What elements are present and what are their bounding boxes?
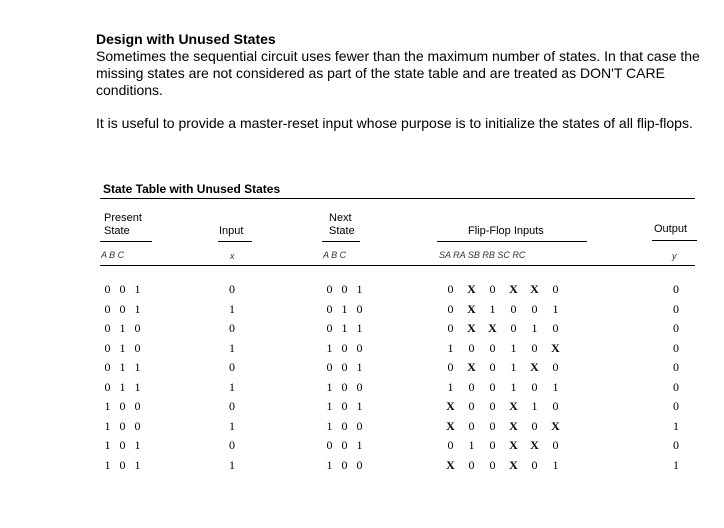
flipflop-value: 1 xyxy=(468,438,475,452)
present-bit: 1 xyxy=(104,438,111,452)
underline-input xyxy=(218,241,252,242)
row-next-state xyxy=(322,419,377,434)
flipflop-value: 1 xyxy=(510,360,517,374)
row-flipflop-inputs xyxy=(440,341,585,356)
flipflop-value: 0 xyxy=(468,341,475,355)
next-bit: 0 xyxy=(341,399,348,413)
next-bit: 1 xyxy=(326,399,333,413)
next-bit: 1 xyxy=(326,380,333,394)
present-bit: 1 xyxy=(119,380,126,394)
row-flipflop-inputs xyxy=(440,282,585,297)
row-present-state xyxy=(100,341,155,356)
flipflop-value: 0 xyxy=(468,458,475,472)
present-bit: 1 xyxy=(119,321,126,335)
flipflop-value: 0 xyxy=(552,438,559,452)
flipflop-value: X xyxy=(509,458,518,472)
next-bit: 0 xyxy=(326,360,333,374)
row-next-state xyxy=(322,321,377,336)
flipflop-value: 1 xyxy=(510,341,517,355)
present-bit: 0 xyxy=(104,360,111,374)
row-present-state xyxy=(100,399,155,414)
flipflop-value: 0 xyxy=(531,419,538,433)
row-input-x: 0 xyxy=(229,282,235,296)
flipflop-value: 0 xyxy=(510,321,517,335)
next-bit: 1 xyxy=(326,458,333,472)
header-next-state: Next State xyxy=(329,212,355,237)
flipflop-value: 0 xyxy=(447,321,454,335)
row-next-state xyxy=(322,458,377,473)
flipflop-value: X xyxy=(467,302,476,316)
row-input-x: 1 xyxy=(229,380,235,394)
flipflop-value: X xyxy=(530,360,539,374)
flipflop-value: 1 xyxy=(447,341,454,355)
flipflop-value: 0 xyxy=(489,282,496,296)
next-bit: 1 xyxy=(356,282,363,296)
subheader-rule xyxy=(100,265,695,266)
present-bit: 1 xyxy=(134,302,141,316)
subheader-next: A B C xyxy=(323,250,347,260)
row-input-x: 0 xyxy=(229,399,235,413)
flipflop-value: 0 xyxy=(510,302,517,316)
next-bit: 1 xyxy=(326,419,333,433)
flipflop-value: X xyxy=(509,438,518,452)
row-input-x: 0 xyxy=(229,438,235,452)
flipflop-value: 0 xyxy=(489,380,496,394)
underline-present xyxy=(100,241,152,242)
flipflop-value: 0 xyxy=(531,458,538,472)
flipflop-value: 1 xyxy=(552,458,559,472)
row-flipflop-inputs xyxy=(440,380,585,395)
row-input-x: 1 xyxy=(229,419,235,433)
flipflop-value: X xyxy=(530,438,539,452)
present-bit: 0 xyxy=(104,282,111,296)
present-bit: 0 xyxy=(134,321,141,335)
flipflop-value: 0 xyxy=(531,302,538,316)
flipflop-value: 0 xyxy=(552,282,559,296)
row-next-state xyxy=(322,399,377,414)
next-bit: 1 xyxy=(356,438,363,452)
present-bit: 0 xyxy=(119,302,126,316)
row-next-state xyxy=(322,302,377,317)
row-next-state xyxy=(322,438,377,453)
row-flipflop-inputs xyxy=(440,458,585,473)
row-next-state xyxy=(322,380,377,395)
flipflop-value: 0 xyxy=(552,399,559,413)
next-bit: 0 xyxy=(326,302,333,316)
row-next-state xyxy=(322,282,377,297)
present-bit: 1 xyxy=(134,282,141,296)
row-output-y: 0 xyxy=(673,321,679,335)
flipflop-value: 0 xyxy=(489,399,496,413)
flipflop-value: X xyxy=(509,399,518,413)
flipflop-value: X xyxy=(488,321,497,335)
paragraph-unused-states: Sometimes the sequential circuit uses fewer than the maximum number of states. In that case the missing states are not considered as part of the state table and are treated as DON'T CARE conditions. xyxy=(96,48,700,98)
flipflop-value: X xyxy=(509,282,518,296)
flipflop-value: 0 xyxy=(447,438,454,452)
underline-flipflop xyxy=(437,241,587,242)
present-bit: 0 xyxy=(119,419,126,433)
table-top-rule xyxy=(100,198,695,199)
row-present-state xyxy=(100,458,155,473)
present-bit: 1 xyxy=(104,458,111,472)
next-bit: 0 xyxy=(356,341,363,355)
row-input-x: 1 xyxy=(229,302,235,316)
next-bit: 0 xyxy=(356,458,363,472)
row-flipflop-inputs xyxy=(440,419,585,434)
flipflop-value: 0 xyxy=(531,341,538,355)
next-bit: 0 xyxy=(326,282,333,296)
flipflop-value: 0 xyxy=(468,419,475,433)
flipflop-value: 0 xyxy=(468,399,475,413)
present-bit: 0 xyxy=(134,419,141,433)
row-flipflop-inputs xyxy=(440,438,585,453)
flipflop-value: 0 xyxy=(447,282,454,296)
row-output-y: 0 xyxy=(673,438,679,452)
header-output: Output xyxy=(654,223,688,235)
next-bit: 0 xyxy=(341,282,348,296)
subheader-input: x xyxy=(230,251,235,261)
next-bit: 0 xyxy=(341,419,348,433)
row-output-y: 0 xyxy=(673,282,679,296)
row-flipflop-inputs xyxy=(440,302,585,317)
row-output-y: 1 xyxy=(673,419,679,433)
flipflop-value: 1 xyxy=(489,302,496,316)
present-bit: 0 xyxy=(104,341,111,355)
present-bit: 1 xyxy=(119,360,126,374)
next-bit: 1 xyxy=(341,321,348,335)
next-bit: 1 xyxy=(341,302,348,316)
flipflop-value: X xyxy=(446,458,455,472)
subheader-present: A B C xyxy=(101,250,125,260)
present-bit: 0 xyxy=(104,380,111,394)
next-bit: 1 xyxy=(356,360,363,374)
flipflop-value: 0 xyxy=(489,458,496,472)
present-bit: 1 xyxy=(104,419,111,433)
row-output-y: 0 xyxy=(673,380,679,394)
flipflop-value: 0 xyxy=(489,419,496,433)
flipflop-value: 0 xyxy=(531,380,538,394)
row-next-state xyxy=(322,341,377,356)
row-flipflop-inputs xyxy=(440,360,585,375)
row-present-state xyxy=(100,438,155,453)
flipflop-value: 0 xyxy=(468,380,475,394)
present-bit: 0 xyxy=(104,321,111,335)
flipflop-value: X xyxy=(551,341,560,355)
next-bit: 0 xyxy=(341,341,348,355)
flipflop-value: 0 xyxy=(447,360,454,374)
present-bit: 1 xyxy=(104,399,111,413)
row-flipflop-inputs xyxy=(440,399,585,414)
row-output-y: 0 xyxy=(673,341,679,355)
row-present-state xyxy=(100,360,155,375)
row-input-x: 0 xyxy=(229,360,235,374)
flipflop-value: 1 xyxy=(447,380,454,394)
present-bit: 1 xyxy=(134,458,141,472)
row-output-y: 0 xyxy=(673,302,679,316)
present-bit: 1 xyxy=(134,360,141,374)
page-heading: Design with Unused States xyxy=(96,31,276,47)
flipflop-value: 0 xyxy=(489,360,496,374)
next-bit: 0 xyxy=(356,380,363,394)
present-bit: 0 xyxy=(119,399,126,413)
flipflop-value: 1 xyxy=(552,302,559,316)
header-present-state: Present State xyxy=(104,212,142,237)
present-bit: 0 xyxy=(134,341,141,355)
present-bit: 0 xyxy=(104,302,111,316)
next-bit: 0 xyxy=(326,321,333,335)
flipflop-value: 0 xyxy=(447,302,454,316)
row-output-y: 0 xyxy=(673,360,679,374)
row-present-state xyxy=(100,419,155,434)
row-present-state xyxy=(100,380,155,395)
flipflop-value: 0 xyxy=(552,321,559,335)
flipflop-value: 1 xyxy=(531,399,538,413)
row-input-x: 1 xyxy=(229,341,235,355)
underline-next xyxy=(322,241,360,242)
row-next-state xyxy=(322,360,377,375)
next-bit: 0 xyxy=(341,380,348,394)
flipflop-value: X xyxy=(467,321,476,335)
next-bit: 0 xyxy=(341,458,348,472)
present-bit: 0 xyxy=(119,438,126,452)
flipflop-value: 1 xyxy=(510,380,517,394)
row-flipflop-inputs xyxy=(440,321,585,336)
paragraph-master-reset: It is useful to provide a master-reset input whose purpose is to initialize the states of all flip-flops. xyxy=(96,115,693,131)
header-flipflop-inputs: Flip-Flop Inputs xyxy=(468,225,544,237)
flipflop-value: X xyxy=(446,419,455,433)
flipflop-value: X xyxy=(446,399,455,413)
header-input: Input xyxy=(219,225,244,237)
next-bit: 0 xyxy=(356,302,363,316)
next-bit: 1 xyxy=(356,321,363,335)
present-bit: 0 xyxy=(119,282,126,296)
next-bit: 0 xyxy=(326,438,333,452)
next-bit: 0 xyxy=(341,438,348,452)
flipflop-value: X xyxy=(551,419,560,433)
flipflop-value: X xyxy=(467,360,476,374)
flipflop-value: 0 xyxy=(552,360,559,374)
flipflop-value: X xyxy=(467,282,476,296)
present-bit: 0 xyxy=(119,458,126,472)
present-bit: 1 xyxy=(119,341,126,355)
flipflop-value: 0 xyxy=(489,341,496,355)
subheader-output: y xyxy=(672,251,677,261)
flipflop-value: X xyxy=(530,282,539,296)
next-bit: 1 xyxy=(356,399,363,413)
underline-output xyxy=(652,240,697,241)
subheader-flipflop: SA RA SB RB SC RC xyxy=(439,250,526,260)
table-title: State Table with Unused States xyxy=(103,182,281,196)
present-bit: 1 xyxy=(134,438,141,452)
row-present-state xyxy=(100,302,155,317)
row-input-x: 1 xyxy=(229,458,235,472)
present-bit: 1 xyxy=(134,380,141,394)
row-output-y: 0 xyxy=(673,399,679,413)
next-bit: 1 xyxy=(326,341,333,355)
row-input-x: 0 xyxy=(229,321,235,335)
flipflop-value: X xyxy=(509,419,518,433)
next-bit: 0 xyxy=(341,360,348,374)
row-present-state xyxy=(100,321,155,336)
flipflop-value: 1 xyxy=(531,321,538,335)
row-present-state xyxy=(100,282,155,297)
flipflop-value: 0 xyxy=(489,438,496,452)
next-bit: 0 xyxy=(356,419,363,433)
present-bit: 0 xyxy=(134,399,141,413)
flipflop-value: 1 xyxy=(552,380,559,394)
row-output-y: 1 xyxy=(673,458,679,472)
